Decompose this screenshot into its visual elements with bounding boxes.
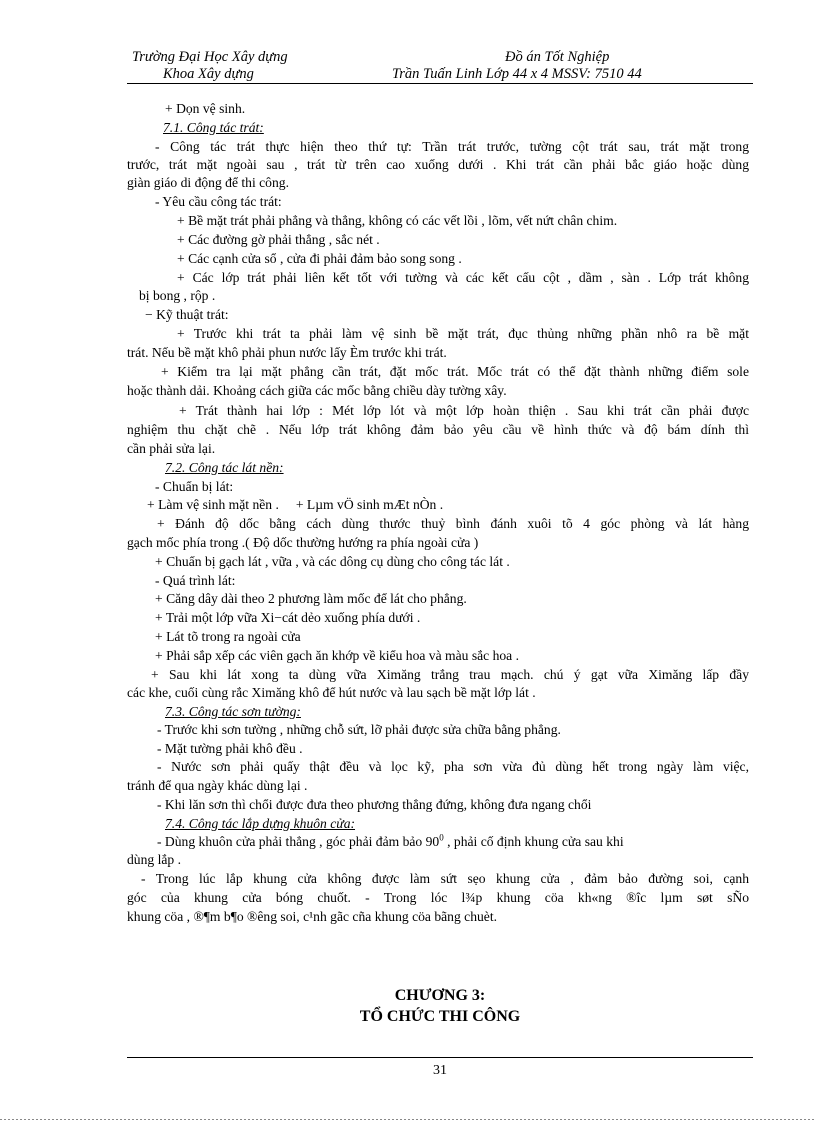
page-edge-dots — [0, 1119, 816, 1120]
superscript-degree: 0 — [439, 832, 444, 843]
text-line: + Chuẩn bị gạch lát , vữa , và các dông cụ dùng cho công tác lát . — [155, 554, 510, 569]
footer-rule — [127, 1057, 753, 1058]
text-line: - Chuẩn bị lát: — [155, 479, 234, 494]
text-line: cần phải sửa lại. — [127, 441, 216, 456]
text-line: + Dọn vệ sinh. — [165, 101, 246, 116]
text-line: khung cöa , ®¶m b¶o ®êng soi, c¹nh gãc cña khung cöa bãng chuèt. — [127, 909, 497, 924]
text-line: + Các cạnh cửa sổ , cửa đi phải đảm bảo song song . — [177, 251, 462, 266]
page-number: 31 — [433, 1063, 447, 1078]
text-line: + Lát tõ trong ra ngoài cửa — [155, 629, 301, 644]
text-line: - Công tác trát thực hiện theo thứ tự: Trần trát trước, tường cột trát sau, trát mặt trong — [155, 139, 749, 154]
text-line: + Đánh độ dốc bằng cách dùng thước thuỷ bình đánh xuôi tõ 4 góc phòng và lát hàng — [157, 516, 749, 531]
text-line: gạch mốc phía trong .( Độ dốc thường hướng ra phía ngoài cửa ) — [127, 535, 479, 550]
text-line: - Mặt tường phải khô đều . — [157, 741, 303, 756]
text-line: − Kỹ thuật trát: — [145, 307, 229, 322]
header-school: Trường Đại Học Xây dựng — [132, 49, 288, 65]
text-line: + Trước khi trát ta phải làm vệ sinh bề mặt trát, đục thủng những phần nhô ra bề mặt — [177, 326, 749, 341]
text-line: giàn giáo di động để thi công. — [127, 175, 289, 190]
text-line: + Các lớp trát phải liên kết tốt với tường và các kết cấu cột , dầm , sàn . Lớp trát không — [177, 270, 749, 285]
section-heading: 7.1. Công tác trát: — [163, 120, 264, 135]
text-line: + Kiểm tra lại mặt phẳng cần trát, đặt mốc trát. Mốc trát có thể đặt thành những điểm sole — [161, 364, 749, 379]
text-line: + Căng dây dài theo 2 phương làm mốc để lát cho phẳng. — [155, 591, 467, 606]
text-line: - Nước sơn phải quấy thật đều và lọc kỹ, pha sơn vừa đủ dùng hết trong ngày làm việc, — [157, 759, 749, 774]
text-line: + Bề mặt trát phải phẳng và thẳng, không có các vết lồi , lõm, vết nứt chân chim. — [177, 213, 618, 228]
text-line: - Trước khi sơn tường , những chỗ sứt, lỡ phải được sửa chữa bằng phẳng. — [157, 722, 561, 737]
text-line: góc của khung cửa bóng chuốt. - Trong lóc l¾p khung cöa kh«ng ®îc lµm søt sÑo — [127, 890, 749, 905]
header-rule — [127, 83, 753, 84]
section-heading: 7.3. Công tác sơn tường: — [165, 704, 301, 719]
text-line: bị bong , rộp . — [139, 288, 216, 303]
text-line: trước, trát mặt ngoài sau , trát từ trên cao xuống dưới . Khi trát cần phải bắc giáo hoặc dùng — [127, 157, 749, 172]
text-line: - Yêu cầu công tác trát: — [155, 194, 282, 209]
text-line: tránh để qua ngày khác dùng lại . — [127, 778, 308, 793]
text-line: các khe, cuối cùng rắc Ximăng khô để hút nước và lau sạch bề mặt lớp lát . — [127, 685, 536, 700]
chapter-number: CHƯƠNG 3: — [394, 987, 486, 1004]
header-project: Đồ án Tốt Nghiệp — [505, 49, 610, 65]
section-heading: 7.2. Công tác lát nền: — [165, 460, 284, 475]
text-line: + Sau khi lát xong ta dùng vữa Ximăng trắng trau mạch. chú ý gạt vữa Ximăng lấp đầy — [151, 667, 749, 682]
section-heading: 7.4. Công tác lắp dựng khuôn cửa: — [165, 816, 356, 831]
text-line: + Làm vệ sinh mặt nền . + Lµm vÖ sinh mÆt nÒn . — [147, 497, 444, 512]
header-faculty: Khoa Xây dựng — [163, 66, 254, 82]
text-line: + Trát thành hai lớp : Mét lớp lót và một lớp hoàn thiện . Sau khi trát cần phải được — [179, 403, 749, 418]
text-line: trát. Nếu bề mặt khô phải phun nước lấy Èm trước khi trát. — [127, 345, 447, 360]
text-line: - Quá trình lát: — [155, 573, 236, 588]
header-student: Trần Tuấn Linh Lớp 44 x 4 MSSV: 7510 44 — [392, 66, 642, 82]
text-line: + Phải sắp xếp các viên gạch ăn khớp về kiểu hoa và màu sắc hoa . — [155, 648, 520, 663]
text-line: dùng lắp . — [127, 852, 181, 867]
text-line: - Dùng khuôn cửa phải thẳng , góc phải đảm bảo $90^0$ , phải cố định khung cửa sau khi — [157, 832, 624, 849]
text-line: + Các đường gờ phải thẳng , sắc nét . — [177, 232, 380, 247]
text-line: - Khi lăn sơn thì chổi được đưa theo phương thẳng đứng, không đưa ngang chổi — [157, 797, 592, 812]
text-line: nghiệm thu chặt chẽ . Nếu lớp trát không đảm bảo yêu cầu về hình thức và độ bám dính thì — [127, 422, 749, 437]
text-line: hoặc thành dải. Khoảng cách giữa các mốc bằng chiều dày tường xây. — [127, 383, 507, 398]
text-line: - Trong lúc lắp khung cửa không được làm sứt sẹo khung cửa , đảm bảo đường soi, cạnh — [141, 871, 749, 886]
page-header — [127, 44, 753, 84]
text-line: + Trải một lớp vữa Xi−cát dẻo xuống phía dưới . — [155, 610, 421, 625]
chapter-title: TỔ CHỨC THI CÔNG — [359, 1008, 521, 1025]
